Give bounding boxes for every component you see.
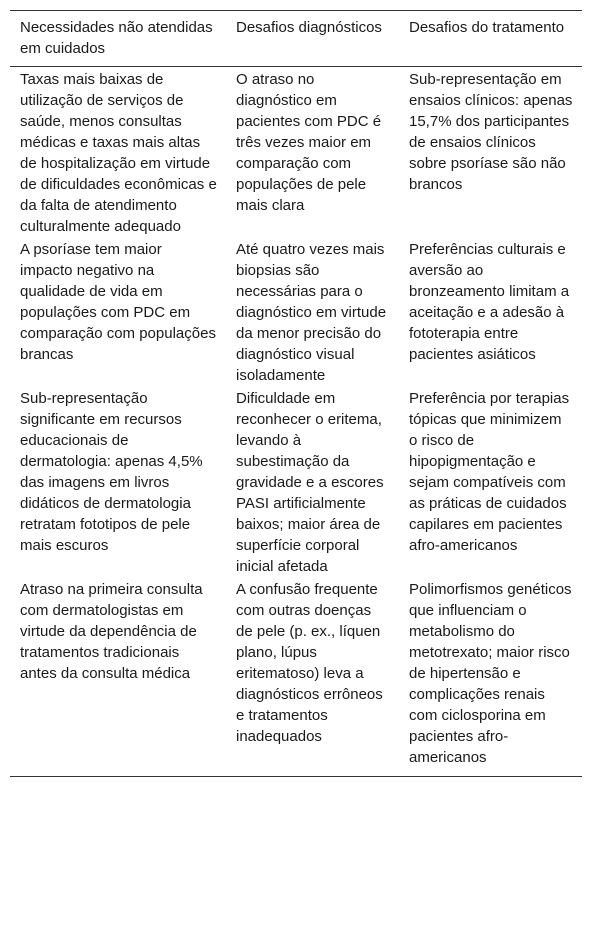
header-row: [10, 11, 582, 67]
table-row: [10, 579, 582, 777]
table-cell: Polimorfismos genéticos que influenciam o metabolismo do metotrexato; maior risco de hipertensão e complicações renais com ciclosporina em pacientes afro-americanos: [409, 581, 572, 766]
table-cell: O atraso no diagnóstico em pacientes com PDC é três vezes maior em comparação com populações de pele mais clara: [236, 71, 382, 214]
column-header-diagnostic-challenges: Desafios diagnósticos: [236, 19, 382, 36]
table-cell: Sub-representação em ensaios clínicos: apenas 15,7% dos participantes de ensaios clínicos sobre psoríase são não brancos: [409, 71, 573, 193]
table-cell: Preferência por terapias tópicas que minimizem o risco de hipopigmentação e sejam compatíveis com as práticas de cuidados capilares em pacientes afro-americanos: [409, 390, 570, 554]
table-row: [10, 67, 582, 240]
column-header-unmet-needs: Necessidades não atendidas em cuidados: [20, 19, 213, 57]
table-row: [10, 239, 582, 388]
table-row: [10, 388, 582, 579]
table-cell: Até quatro vezes mais biopsias são necessárias para o diagnóstico em virtude da menor precisão do diagnóstico visual isoladamente: [236, 241, 387, 384]
table-cell: Sub-representação significante em recursos educacionais de dermatologia: apenas 4,5% das imagens em livros didáticos de dermatologia retratam fototipos de pele mais escuros: [20, 390, 203, 554]
table-container: [10, 10, 582, 777]
table-cell: A confusão frequente com outras doenças de pele (p. ex., líquen plano, lúpus eritematoso) leva a diagnósticos errôneos e tratamentos inadequados: [236, 581, 383, 745]
table-cell: A psoríase tem maior impacto negativo na qualidade de vida em populações com PDC em comparação com populações brancas: [20, 241, 216, 363]
column-header-treatment-challenges: Desafios do tratamento: [409, 19, 565, 36]
table-cell: Atraso na primeira consulta com dermatologistas em virtude da dependência de tratamentos tradicionais antes da consulta médica: [20, 581, 203, 682]
table-cell: Preferências culturais e aversão ao bronzeamento limitam a aceitação e a adesão à fototerapia entre pacientes asiáticos: [409, 241, 570, 363]
table-body: [10, 67, 582, 777]
psoriasis-challenges-table: [10, 10, 582, 777]
table-header: [10, 11, 582, 67]
table-cell: Dificuldade em reconhecer o eritema, levando à subestimação da gravidade e a escores PASI artificialmente baixos; maior área de superfície corporal inicial afetada: [236, 390, 384, 575]
table-cell: Taxas mais baixas de utilização de serviços de saúde, menos consultas médicas e taxas mais altas de hospitalização em virtude de dificuldades econômicas e da falta de atendimento culturalmente adequado: [20, 71, 217, 235]
